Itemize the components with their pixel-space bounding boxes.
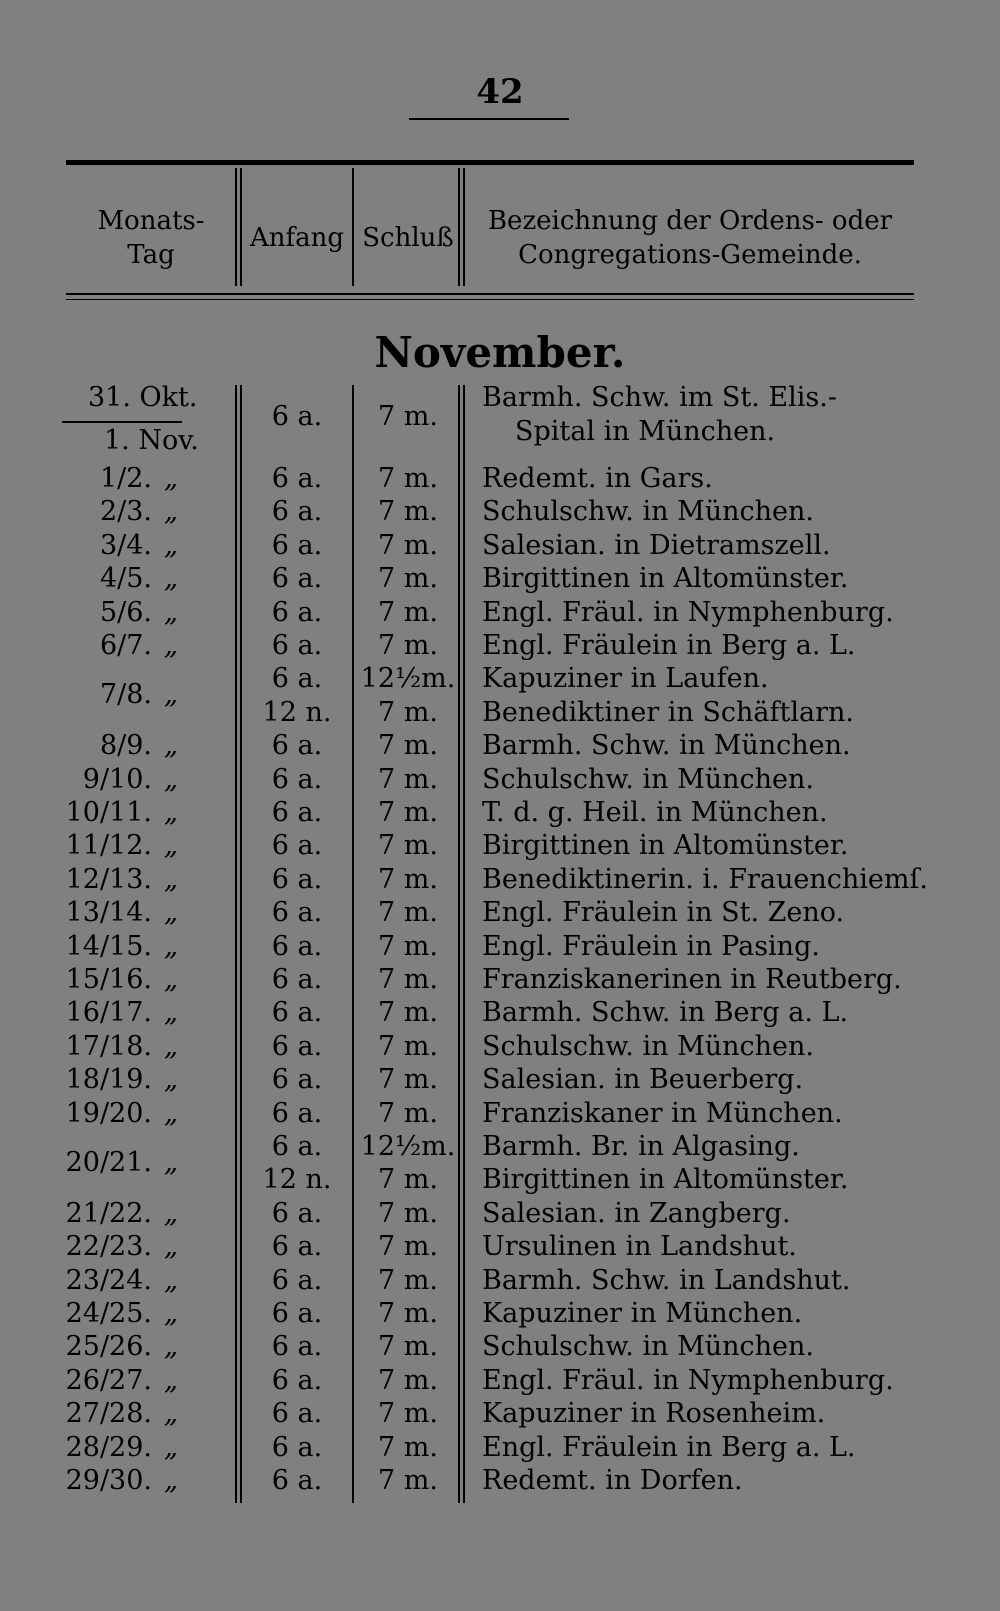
day-cell: 26/27.: [65, 1364, 152, 1396]
start-time: 6 a.: [271, 1131, 323, 1162]
table-row: [0, 996, 1000, 1030]
end-time: 7 m.: [378, 401, 438, 432]
day-cell: 28/29.: [65, 1431, 152, 1463]
header-day: [66, 188, 236, 288]
table-row: [0, 796, 1000, 830]
end-time: 7 m.: [378, 529, 438, 561]
day-cell: 12/13.: [65, 863, 152, 895]
congregation-name: Schulschw. in München.: [482, 1030, 814, 1062]
day-cell: 8/9.: [99, 730, 152, 762]
page-number-rule: [409, 118, 569, 120]
column-divider: [240, 168, 242, 286]
end-time: 7 m.: [378, 830, 438, 862]
ditto-mark: „: [164, 964, 178, 995]
end-time: 7 m.: [378, 496, 438, 528]
table-row: [0, 1130, 1000, 1178]
end-time: 7 m.: [378, 563, 438, 595]
month-title: November.: [374, 328, 626, 377]
day-cell: 4/5.: [99, 563, 152, 595]
ditto-mark: „: [164, 496, 178, 528]
end-time: 7 m.: [378, 630, 438, 661]
start-time: 6 a.: [271, 1465, 323, 1496]
ditto-mark: „: [164, 997, 178, 1029]
ditto-mark: „: [164, 529, 178, 561]
start-time: 6 a.: [271, 897, 323, 929]
end-time: 7 m.: [378, 1298, 438, 1329]
start-time: 6 a.: [271, 1364, 323, 1396]
table-row: [0, 562, 1000, 596]
start-time: 6 a.: [271, 1264, 323, 1296]
start-time: 6 a.: [271, 401, 323, 432]
header-day-label: Monats- Tag: [97, 206, 205, 270]
header-name: Bezeichnung der Ordens- oder Congregations-Gemeinde.: [487, 206, 893, 270]
congregation-name: Birgittinen in Altomünster.: [482, 563, 849, 595]
day-cell: 13/14.: [65, 897, 152, 929]
day-bottom: 1. Nov.: [104, 425, 199, 456]
end-time: 7 m.: [378, 1465, 438, 1496]
table-row: [0, 896, 1000, 930]
congregation-name: Engl. Fräulein in Berg a. L.: [482, 630, 856, 661]
start-time: 6 a.: [271, 1197, 323, 1229]
start-time: 6 a.: [271, 596, 323, 628]
end-time: 7 m.: [378, 696, 438, 728]
table-row: [0, 462, 1000, 496]
day-cell: 23/24.: [65, 1264, 152, 1296]
congregation-name: Schulschw. in München.: [482, 496, 814, 528]
day-cell: 6/7.: [99, 630, 152, 661]
start-time: 6 a.: [271, 1030, 323, 1062]
start-time: 6 a.: [271, 763, 323, 795]
congregation-name: Birgittinen in Altomünster.: [482, 830, 849, 862]
congregation-name: Ursulinen in Landshut.: [482, 1231, 797, 1263]
ditto-mark: „: [164, 730, 178, 762]
ditto-mark: „: [164, 1197, 178, 1229]
start-time: 6 a.: [271, 630, 323, 661]
table-row: [0, 495, 1000, 529]
day-cell: 5/6.: [99, 596, 152, 628]
ditto-mark: „: [164, 1398, 178, 1430]
congregation-name: Schulschw. in München.: [482, 763, 814, 795]
table-row: [0, 1197, 1000, 1231]
start-time: 6 a.: [271, 1231, 323, 1263]
end-time: 12½m.: [360, 663, 456, 695]
table-row: [0, 696, 1000, 730]
day-cell: 29/30.: [65, 1465, 152, 1496]
start-time: 6 a.: [271, 797, 323, 828]
start-time: 6 a.: [271, 496, 323, 528]
ditto-mark: „: [164, 1331, 178, 1363]
page-number: 42: [476, 72, 524, 112]
day-cell: 18/19.: [65, 1064, 152, 1096]
congregation-name: Barmh. Br. in Algasing.: [482, 1131, 800, 1162]
end-time: 7 m.: [378, 863, 438, 895]
table-row: [0, 930, 1000, 964]
day-cell: 22/23.: [65, 1231, 152, 1263]
congregation-name: Benediktiner in Schäftlarn.: [482, 696, 854, 728]
end-time: 7 m.: [378, 596, 438, 628]
table-row: [0, 1230, 1000, 1264]
start-time: 12 n.: [262, 696, 332, 728]
congregation-name: Engl. Fräul. in Nymphenburg.: [482, 596, 894, 628]
table-row: [0, 863, 1000, 897]
table-row: [0, 763, 1000, 797]
end-time: 7 m.: [378, 964, 438, 995]
table-row: [0, 829, 1000, 863]
end-time: 7 m.: [378, 1264, 438, 1296]
congregation-name: Redemt. in Gars.: [482, 463, 713, 494]
ditto-mark: „: [164, 1147, 178, 1178]
header-start: Anfang: [249, 223, 345, 253]
table-row: [0, 1431, 1000, 1465]
start-time: 6 a.: [271, 863, 323, 895]
start-time: 6 a.: [271, 463, 323, 494]
ditto-mark: „: [164, 1298, 178, 1329]
column-divider: [463, 168, 465, 286]
day-cell: 20/21.: [65, 1147, 152, 1178]
congregation-name: Kapuziner in Rosenheim.: [482, 1398, 826, 1430]
start-time: 6 a.: [271, 529, 323, 561]
ditto-mark: „: [164, 563, 178, 595]
day-top: 31. Okt.: [88, 382, 198, 413]
day-cell: 2/3.: [99, 496, 152, 528]
congregation-name: Barmh. Schw. in München.: [482, 730, 851, 762]
congregation-name: Engl. Fräulein in St. Zeno.: [482, 897, 845, 929]
day-cell: 9/10.: [82, 763, 152, 795]
congregation-name: T. d. g. Heil. in München.: [482, 797, 828, 828]
congregation-name: Engl. Fräulein in Berg a. L.: [482, 1431, 856, 1463]
day-cell: 27/28.: [65, 1398, 152, 1430]
congregation-name: Redemt. in Dorfen.: [482, 1465, 743, 1496]
day-cell: 21/22.: [65, 1197, 152, 1229]
ditto-mark: „: [164, 1231, 178, 1263]
ditto-mark: „: [164, 897, 178, 929]
end-time: 7 m.: [378, 1331, 438, 1363]
table-row: [0, 1464, 1000, 1498]
day-cell: 7/8.: [99, 679, 152, 711]
congregation-name: Kapuziner in Laufen.: [482, 663, 769, 695]
header-end: Schluß: [362, 223, 454, 253]
end-time: 7 m.: [378, 763, 438, 795]
end-time: 7 m.: [378, 1064, 438, 1096]
day-cell: 10/11.: [65, 797, 152, 828]
start-time: 6 a.: [271, 964, 323, 995]
day-cell: 19/20.: [65, 1097, 152, 1129]
table-row: [0, 629, 1000, 663]
ditto-mark: „: [164, 1364, 178, 1396]
congregation-name: Birgittinen in Altomünster.: [482, 1164, 849, 1196]
ditto-mark: „: [164, 1030, 178, 1062]
table-row: [0, 1297, 1000, 1331]
ditto-mark: „: [164, 763, 178, 795]
end-time: 7 m.: [378, 730, 438, 762]
ditto-mark: „: [164, 1097, 178, 1129]
day-cell: 16/17.: [65, 997, 152, 1029]
start-time: 12 n.: [262, 1164, 332, 1196]
end-time: 7 m.: [378, 1164, 438, 1196]
start-time: 6 a.: [271, 1298, 323, 1329]
ditto-mark: „: [164, 463, 178, 494]
column-divider: [352, 168, 354, 286]
congregation-name: Salesian. in Zangberg.: [482, 1197, 791, 1229]
table-row: [0, 1364, 1000, 1398]
name-line-2: Spital in München.: [515, 416, 776, 447]
table-top-rule: [66, 160, 914, 165]
table-row: [0, 729, 1000, 763]
ditto-mark: „: [164, 1465, 178, 1496]
end-time: 12½m.: [360, 1131, 456, 1162]
ditto-mark: „: [164, 830, 178, 862]
ditto-mark: „: [164, 679, 178, 711]
table-row: [0, 1030, 1000, 1064]
start-time: 6 a.: [271, 930, 323, 962]
end-time: 7 m.: [378, 797, 438, 828]
end-time: 7 m.: [378, 1231, 438, 1263]
day-cell: 1/2.: [99, 463, 152, 494]
table-row: [0, 963, 1000, 997]
congregation-name: Salesian. in Beuerberg.: [482, 1064, 804, 1096]
day-cell: 3/4.: [99, 529, 152, 561]
end-time: 7 m.: [378, 930, 438, 962]
congregation-name: Engl. Fräulein in Pasing.: [482, 930, 820, 962]
end-time: 7 m.: [378, 1097, 438, 1129]
table-row: [0, 662, 1000, 711]
start-time: 6 a.: [271, 1097, 323, 1129]
congregation-name: Benediktinerin. i. Frauenchiemſ.: [482, 863, 929, 895]
name-line-1: Barmh. Schw. im St. Elis.-: [482, 382, 837, 413]
congregation-name: Engl. Fräul. in Nymphenburg.: [482, 1364, 894, 1396]
ditto-mark: „: [164, 930, 178, 962]
congregation-name: Barmh. Schw. in Berg a. L.: [482, 997, 849, 1029]
table-row: [0, 1163, 1000, 1197]
ditto-mark: „: [164, 863, 178, 895]
table-row: [0, 1097, 1000, 1131]
ditto-mark: „: [164, 630, 178, 661]
start-time: 6 a.: [271, 997, 323, 1029]
table-row: [0, 529, 1000, 563]
ditto-mark: „: [164, 1064, 178, 1096]
start-time: 6 a.: [271, 1398, 323, 1430]
congregation-name: Kapuziner in München.: [482, 1298, 803, 1329]
header-bottom-rule: [66, 293, 914, 295]
day-cell: 15/16.: [65, 964, 152, 995]
day-cell: 14/15.: [65, 930, 152, 962]
start-time: 6 a.: [271, 830, 323, 862]
start-time: 6 a.: [271, 730, 323, 762]
day-cell: 11/12.: [65, 830, 152, 862]
congregation-name: Salesian. in Dietramszell.: [482, 529, 831, 561]
table-row: [0, 596, 1000, 630]
ditto-mark: „: [164, 1431, 178, 1463]
start-time: 6 a.: [271, 663, 323, 695]
end-time: 7 m.: [378, 897, 438, 929]
end-time: 7 m.: [378, 463, 438, 494]
start-time: 6 a.: [271, 1064, 323, 1096]
table-row: [0, 1264, 1000, 1298]
table-row: [0, 1330, 1000, 1364]
table-row: [0, 1063, 1000, 1097]
ditto-mark: „: [164, 596, 178, 628]
date-split-rule: [62, 421, 182, 423]
end-time: 7 m.: [378, 1030, 438, 1062]
day-cell: 24/25.: [65, 1298, 152, 1329]
start-time: 6 a.: [271, 1431, 323, 1463]
end-time: 7 m.: [378, 997, 438, 1029]
congregation-name: Franziskanerinen in Reutberg.: [482, 964, 902, 995]
header-bottom-rule-thin: [66, 299, 914, 300]
congregation-name: Schulschw. in München.: [482, 1331, 814, 1363]
congregation-name: Franziskaner in München.: [482, 1097, 843, 1129]
ditto-mark: „: [164, 1264, 178, 1296]
day-cell: 17/18.: [65, 1030, 152, 1062]
end-time: 7 m.: [378, 1364, 438, 1396]
ditto-mark: „: [164, 797, 178, 828]
end-time: 7 m.: [378, 1431, 438, 1463]
start-time: 6 a.: [271, 563, 323, 595]
table-row: [0, 1397, 1000, 1431]
congregation-name: Barmh. Schw. in Landshut.: [482, 1264, 851, 1296]
end-time: 7 m.: [378, 1398, 438, 1430]
start-time: 6 a.: [271, 1331, 323, 1363]
day-cell: 25/26.: [65, 1331, 152, 1363]
end-time: 7 m.: [378, 1197, 438, 1229]
